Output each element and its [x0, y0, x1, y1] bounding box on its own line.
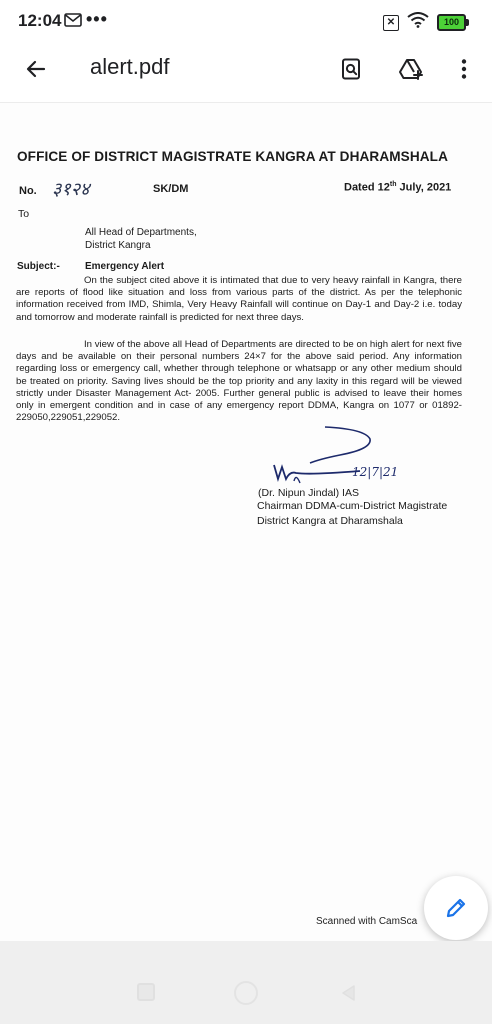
add-to-drive-button[interactable]	[394, 51, 430, 87]
document-title: alert.pdf	[90, 54, 170, 79]
signatory-title: Chairman DDMA-cum-District Magistrate	[257, 500, 448, 512]
status-bar	[0, 0, 492, 42]
more-vert-icon	[452, 57, 476, 81]
mute-icon: ✕	[383, 15, 399, 31]
add-to-drive-icon	[398, 57, 426, 81]
document-date: Dated 12th July, 2021	[344, 181, 452, 194]
arrow-left-icon	[24, 57, 48, 81]
reference-number-label: No.	[19, 185, 37, 197]
pdf-page[interactable]	[0, 102, 492, 942]
reference-section: SK/DM	[153, 183, 189, 195]
to-label: To	[18, 208, 30, 220]
back-button[interactable]	[18, 51, 54, 87]
search-document-icon	[339, 57, 363, 81]
address-line-1: All Head of Departments,	[85, 227, 197, 238]
office-title: OFFICE OF DISTRICT MAGISTRATE KANGRA AT DHARAMSHALA	[17, 149, 449, 164]
pencil-icon	[444, 896, 468, 920]
address-line-2: District Kangra	[85, 240, 151, 251]
more-notifications-icon: •••	[86, 9, 108, 29]
status-icons	[383, 12, 466, 33]
gmail-icon	[64, 13, 82, 32]
wifi-icon	[407, 12, 429, 33]
signatory-name: (Dr. Nipun Jindal) IAS	[258, 487, 359, 499]
edit-fab-button[interactable]	[424, 876, 488, 940]
status-time: 12:04	[18, 11, 62, 30]
system-back-button[interactable]	[340, 984, 356, 1007]
triangle-back-icon	[340, 984, 356, 1002]
battery-icon: 100	[437, 14, 466, 31]
system-navigation-bar	[0, 941, 492, 1024]
app-toolbar	[0, 42, 492, 96]
signature	[270, 421, 390, 496]
recent-apps-button[interactable]	[137, 983, 155, 1001]
subject-label: Subject:-	[17, 261, 60, 272]
paragraph-1: On the subject cited above it is intimated that due to very heavy rainfall in Kangra, there are reports of flood like situation and loss from various parts of the district. As per the telephonic information received from IMD, Shimla, Very Heavy Rainfall will continue on Day-1 and Day-2 i.e. today and tomorrow and moderate rainfall is predicted for next three days.	[16, 275, 462, 323]
subject-text: Emergency Alert	[85, 261, 165, 272]
more-options-button[interactable]	[446, 51, 482, 87]
paragraph-2: In view of the above all Head of Departments are directed to be on high alert for next five days and be available on their personal numbers 24×7 for the above said period. Any information regarding loss or emergency call, whether through telephone or whatsapp or any other medium should be treated on priority. Saving lives should be the top priority and any laxity in this regard will be viewed strictly under Disaster Management Act- 2005. Further general public is advised to leave their homes only in emergent condition and in case of any emergency report DDMA, Kangra on 1077 or 01892-229050,229051,229052.	[16, 339, 462, 424]
signatory-office: District Kangra at Dharamshala	[257, 515, 403, 527]
signature-date: 12|7|21	[352, 465, 399, 479]
home-button[interactable]	[234, 981, 258, 1005]
search-document-button[interactable]	[333, 51, 369, 87]
scanner-watermark: Scanned with CamSca	[316, 916, 418, 927]
reference-number-handwritten: ३१२४	[52, 179, 90, 200]
